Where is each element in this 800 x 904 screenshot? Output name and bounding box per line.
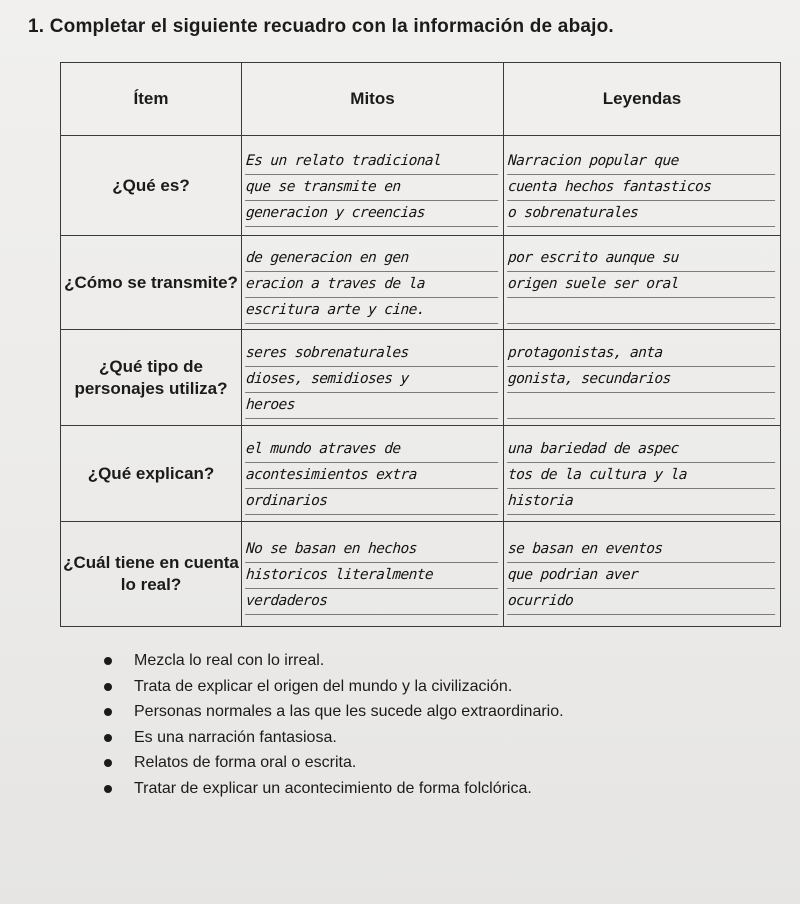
handwritten-answer: seres sobrenaturales	[245, 341, 500, 367]
table-row	[61, 136, 781, 236]
option-item	[96, 674, 564, 700]
handwritten-answer	[507, 393, 777, 419]
mitos-answer-cell	[242, 426, 504, 522]
option-item	[96, 776, 564, 802]
handwritten-answer: gonista, secundarios	[507, 367, 777, 393]
bullet-icon	[104, 708, 112, 716]
bullet-icon	[104, 759, 112, 767]
handwritten-answer: historia	[507, 489, 777, 515]
handwritten-answer: cuenta hechos fantasticos	[507, 175, 777, 201]
handwritten-answer: historicos literalmente	[245, 563, 500, 589]
option-text: Trata de explicar el origen del mundo y la civilización.	[134, 677, 513, 695]
bullet-icon	[104, 785, 112, 793]
header-item: Ítem	[61, 63, 242, 136]
leyendas-answer-cell	[504, 236, 781, 330]
header-leyendas: Leyendas	[504, 63, 781, 136]
handwritten-answer: una bariedad de aspec	[507, 437, 777, 463]
option-text: Mezcla lo real con lo irreal.	[134, 652, 325, 669]
handwritten-answer: verdaderos	[245, 589, 500, 615]
row-question: ¿Qué tipo de personajes utiliza?	[61, 330, 242, 426]
option-item	[96, 750, 564, 776]
handwritten-answer: origen suele ser oral	[507, 272, 777, 298]
mitos-answer-cell	[242, 330, 504, 426]
mitos-answer-cell	[242, 136, 504, 236]
row-question: ¿Qué es?	[61, 136, 242, 236]
handwritten-answer: heroes	[245, 393, 500, 419]
option-item	[96, 725, 564, 751]
handwritten-answer	[507, 298, 777, 324]
handwritten-answer: Narracion popular que	[507, 149, 777, 175]
header-mitos: Mitos	[242, 63, 504, 136]
handwritten-answer: protagonistas, anta	[507, 341, 777, 367]
instruction-text: 1. Completar el siguiente recuadro con la información de abajo.	[28, 16, 614, 37]
bullet-icon	[104, 683, 112, 691]
option-text: Es una narración fantasiosa.	[134, 728, 337, 746]
handwritten-answer: ordinarios	[245, 489, 500, 515]
handwritten-answer: que se transmite en	[245, 175, 500, 201]
option-text: Tratar de explicar un acontecimiento de forma folclórica.	[134, 779, 532, 797]
leyendas-answer-cell	[504, 426, 781, 522]
table-row	[61, 330, 781, 426]
handwritten-answer: que podrian aver	[507, 563, 777, 589]
handwritten-answer: No se basan en hechos	[245, 537, 500, 563]
mitos-answer-cell	[242, 522, 504, 627]
option-item	[96, 648, 564, 674]
handwritten-answer: por escrito aunque su	[507, 246, 777, 272]
handwritten-answer: Es un relato tradicional	[245, 149, 500, 175]
row-question: ¿Cuál tiene en cuenta lo real?	[61, 522, 242, 627]
table-row	[61, 426, 781, 522]
handwritten-answer: tos de la cultura y la	[507, 463, 777, 489]
row-question: ¿Qué explican?	[61, 426, 242, 522]
handwritten-answer: se basan en eventos	[507, 537, 777, 563]
handwritten-answer: acontesimientos extra	[245, 463, 500, 489]
table-row	[61, 522, 781, 627]
option-text: Relatos de forma oral o escrita.	[134, 754, 357, 771]
leyendas-answer-cell	[504, 136, 781, 236]
handwritten-answer: o sobrenaturales	[507, 201, 777, 227]
handwritten-answer: ocurrido	[507, 589, 777, 615]
leyendas-answer-cell	[504, 522, 781, 627]
handwritten-answer: escritura arte y cine.	[245, 298, 500, 324]
mitos-answer-cell	[242, 236, 504, 330]
table-header-row	[61, 63, 781, 136]
handwritten-answer: dioses, semidioses y	[245, 367, 500, 393]
comparison-table	[60, 62, 781, 627]
option-item	[96, 699, 564, 725]
options-list	[96, 648, 564, 801]
table-row	[61, 236, 781, 330]
handwritten-answer: el mundo atraves de	[245, 437, 500, 463]
handwritten-answer: eracion a traves de la	[245, 272, 500, 298]
bullet-icon	[104, 734, 112, 742]
handwritten-answer: generacion y creencias	[245, 201, 500, 227]
leyendas-answer-cell	[504, 330, 781, 426]
option-text: Personas normales a las que les sucede algo extraordinario.	[134, 703, 564, 720]
row-question: ¿Cómo se transmite?	[61, 236, 242, 330]
handwritten-answer: de generacion en gen	[245, 246, 500, 272]
bullet-icon	[104, 657, 112, 665]
